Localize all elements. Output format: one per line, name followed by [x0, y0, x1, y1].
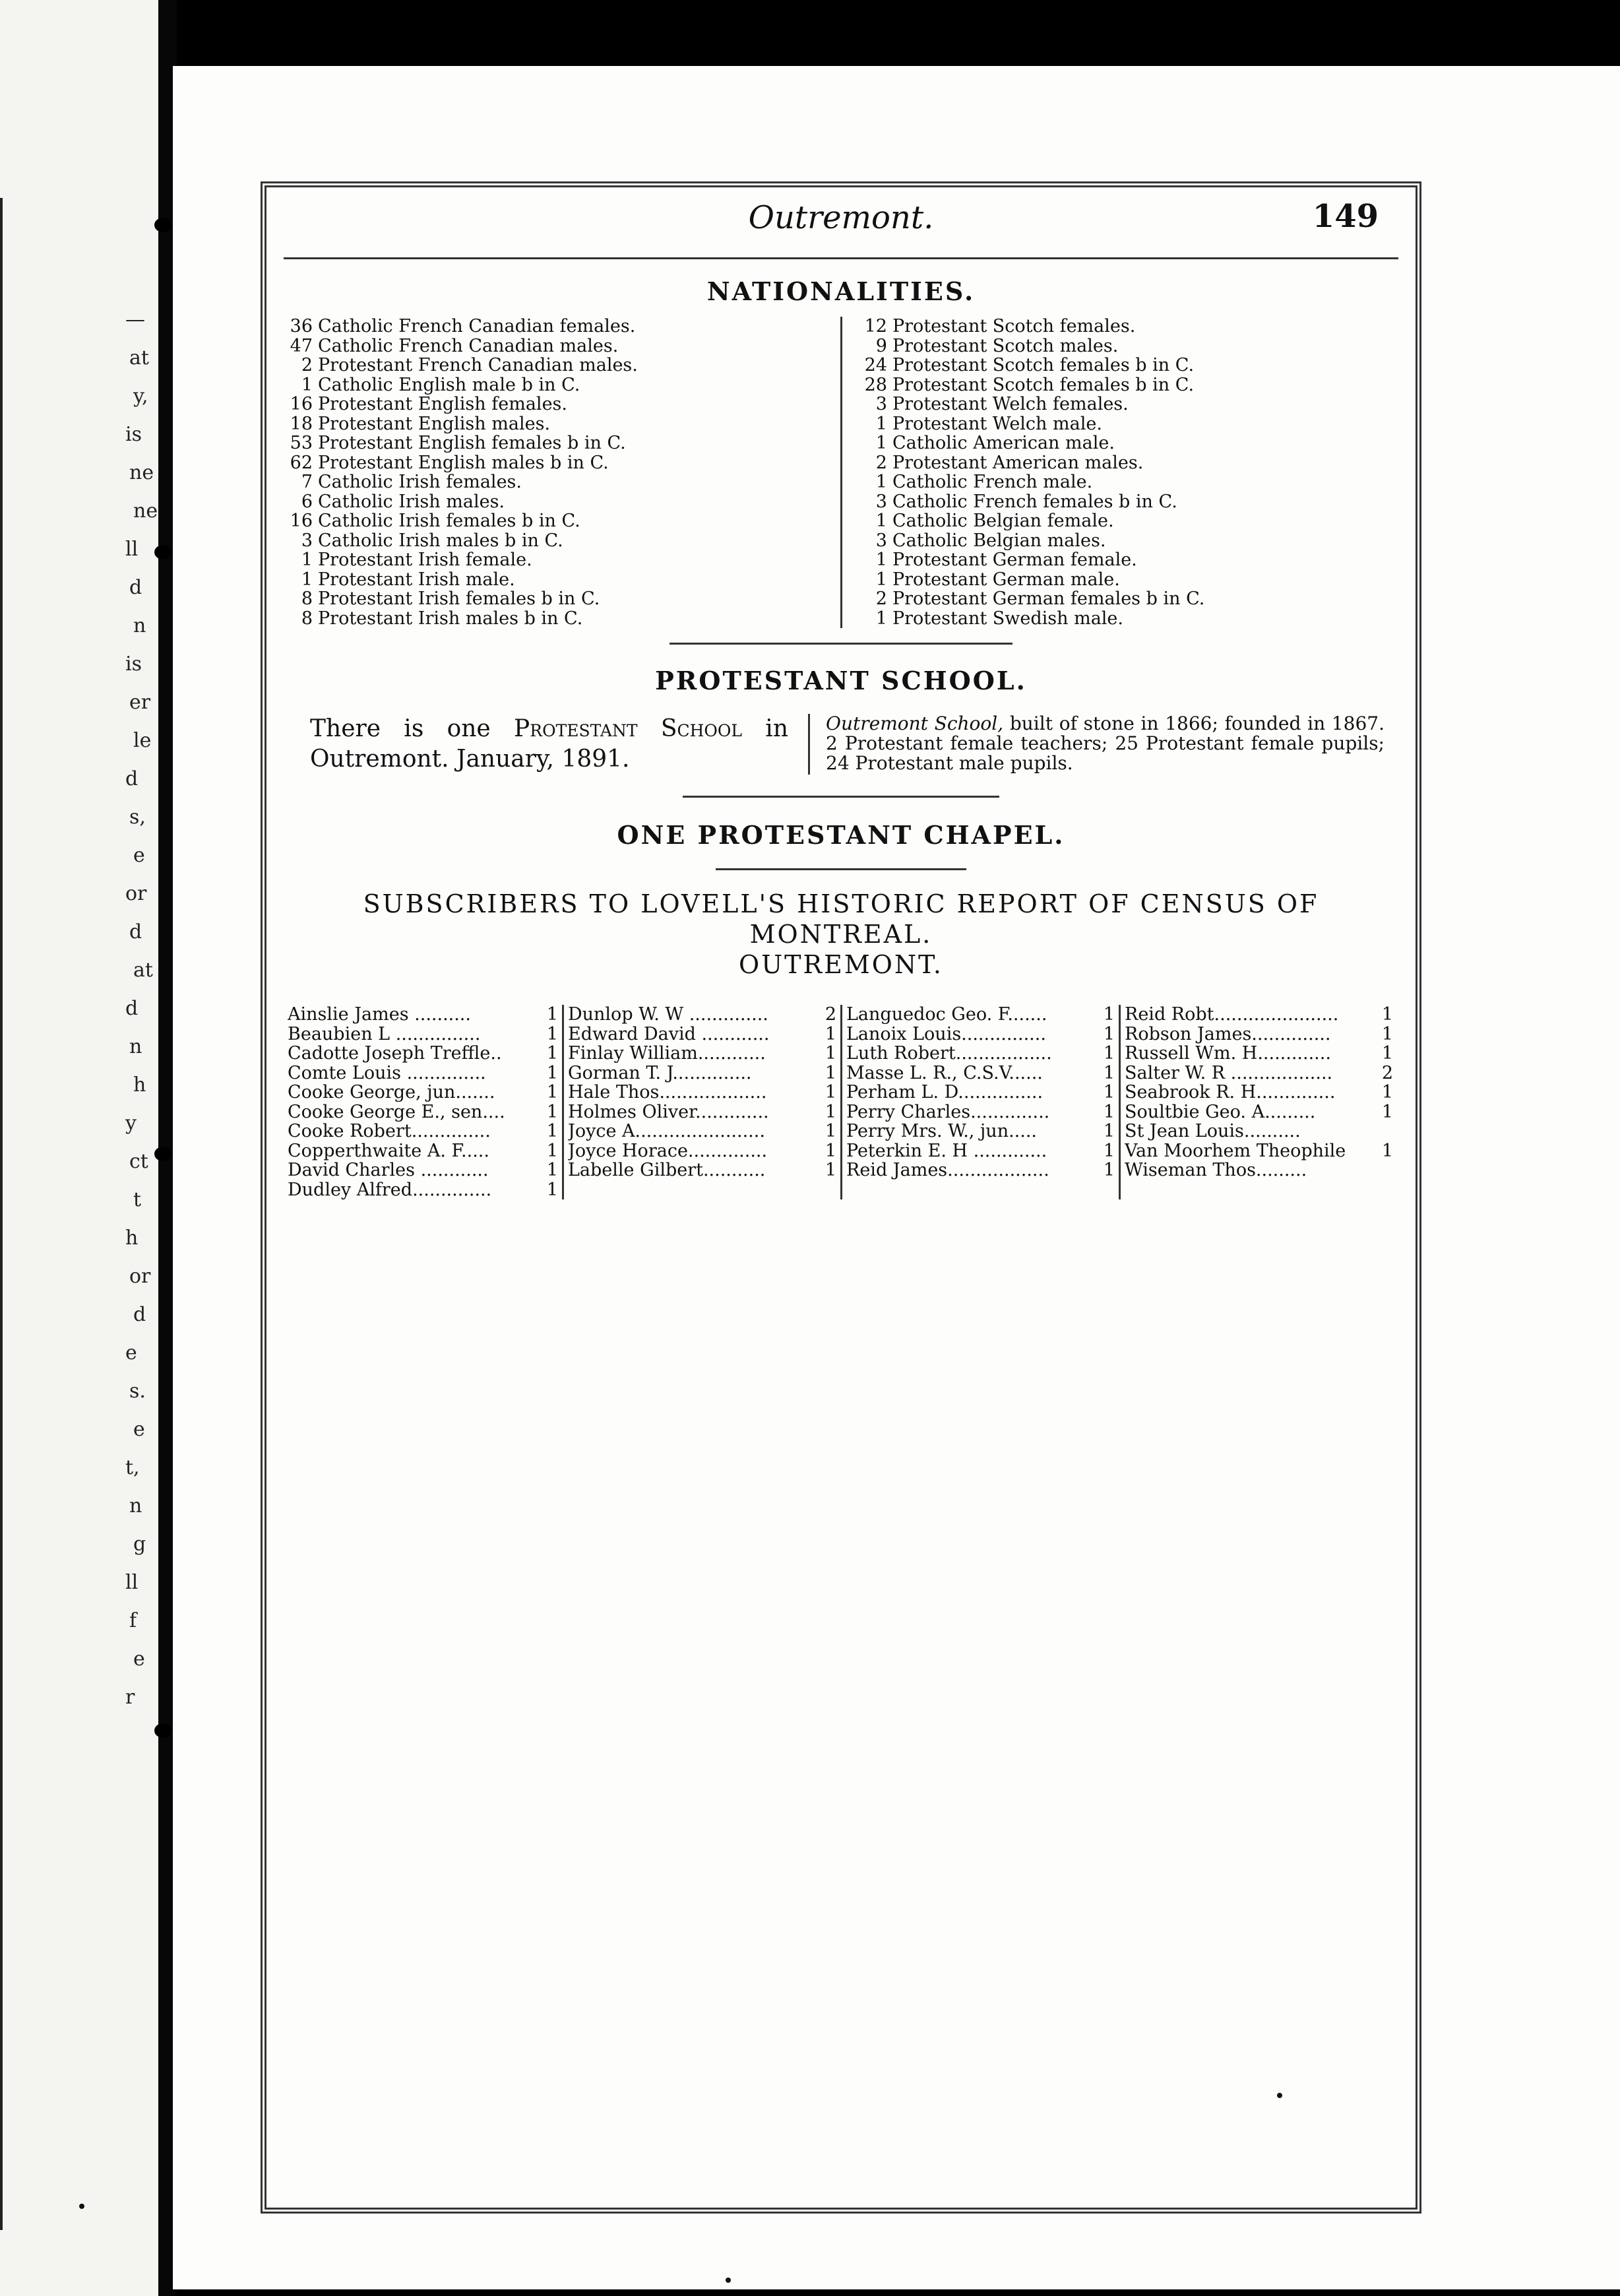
nationality-count: 1: [875, 511, 887, 531]
subscriber-row: [1125, 1083, 1393, 1102]
subscriber-row: [288, 1083, 558, 1102]
subscriber-name: Perry Charles..............: [846, 1102, 1050, 1122]
nationality-count: 3: [875, 530, 887, 551]
subscriber-count: 1: [825, 1023, 836, 1044]
facing-page-text-fragment: t,: [125, 1456, 140, 1479]
school-details-text: built of stone in 1866; founded in 1867. 2 Protestant female teachers; 25 Protestant female pupils; 24 Protestant male pupils.: [826, 713, 1385, 774]
subscriber-name: Perry Mrs. W., jun.....: [846, 1122, 1037, 1141]
nationality-count: 3: [875, 394, 887, 414]
subscriber-count: 1: [546, 1101, 558, 1122]
facing-page-text-fragment: ne: [133, 499, 158, 523]
facing-page-text-fragment: ct: [129, 1150, 148, 1173]
nationality-row: [284, 550, 840, 570]
subscriber-row: [568, 1025, 836, 1044]
print-speck: [1277, 2093, 1282, 2098]
subscriber-row: [568, 1122, 836, 1141]
subscriber-count: 1: [546, 1140, 558, 1161]
subscriber-count: 1: [546, 1062, 558, 1083]
subscriber-count: [1373, 1122, 1393, 1141]
subscriber-row: [568, 1064, 836, 1083]
facing-page-text-fragment: e: [133, 1418, 145, 1441]
subscriber-row: [1125, 1122, 1393, 1141]
binding-stitch: [154, 1147, 171, 1161]
facing-page-text-fragment: is: [125, 653, 142, 676]
school-section: [284, 714, 1398, 775]
subscriber-count: 1: [1103, 1160, 1115, 1180]
subscriber-name: Cadotte Joseph Treffle..: [288, 1044, 502, 1064]
school-summary-smallcaps: Protestant School: [514, 715, 743, 742]
nationality-row: [284, 375, 840, 395]
nationality-count: 36: [290, 316, 313, 336]
nationality-row: [284, 511, 840, 531]
subscriber-count: 1: [1381, 1004, 1393, 1025]
subscriber-name: Robson James..............: [1125, 1024, 1331, 1044]
subscriber-count: 1: [546, 1004, 558, 1025]
nationality-count: 3: [875, 491, 887, 512]
subscriber-count: 1: [1381, 1043, 1393, 1064]
nationality-row: [858, 356, 1398, 375]
subscriber-name: Finlay William............: [568, 1044, 766, 1064]
subscribers-column: [562, 1005, 840, 1199]
subscriber-row: [288, 1044, 558, 1064]
nationality-row: [284, 336, 840, 356]
facing-page-text-fragment: —: [125, 308, 145, 331]
subscriber-row: [846, 1161, 1115, 1180]
nationality-row: [284, 356, 840, 375]
nationality-count: 2: [875, 452, 887, 473]
subscriber-row: [846, 1141, 1115, 1161]
subscriber-row: [846, 1102, 1115, 1122]
facing-page-text-fragment: s.: [129, 1380, 146, 1403]
subscriber-count: 1: [1103, 1023, 1115, 1044]
subscriber-count: 1: [825, 1043, 836, 1064]
nationality-count: 1: [875, 608, 887, 629]
facing-page-text-fragment: g: [133, 1533, 146, 1556]
facing-page-text-fragment: le: [133, 729, 152, 752]
subscriber-name: Russell Wm. H.............: [1125, 1044, 1331, 1064]
nationality-label: Catholic Belgian female.: [892, 511, 1114, 531]
subscribers-column: [284, 1005, 562, 1199]
subscriber-name: Lanoix Louis...............: [846, 1024, 1046, 1044]
facing-page-edge: [0, 198, 9, 2230]
subscriber-name: Perham L. D...............: [846, 1083, 1044, 1102]
nationality-row: [858, 453, 1398, 473]
nationality-row: [858, 317, 1398, 336]
subscriber-count: 1: [1103, 1062, 1115, 1083]
nationality-count: 2: [875, 589, 887, 609]
nationality-label: Catholic American male.: [892, 433, 1115, 453]
facing-page-text-fragment: ll: [125, 538, 139, 561]
subscriber-count: 1: [1381, 1101, 1393, 1122]
subscriber-count: 1: [1381, 1023, 1393, 1044]
facing-page-text-fragment: s,: [129, 806, 146, 829]
nationality-label: Protestant German male.: [892, 569, 1120, 590]
subscriber-row: [846, 1044, 1115, 1064]
subscriber-row: [568, 1102, 836, 1122]
nationality-row: [858, 433, 1398, 453]
section-divider: [683, 796, 999, 798]
nationality-row: [858, 414, 1398, 434]
subscriber-count: 1: [825, 1101, 836, 1122]
subscriber-name: Peterkin E. H .............: [846, 1141, 1047, 1161]
facing-page-text-fragment: e: [133, 1647, 145, 1671]
nationality-label: Protestant German female.: [892, 550, 1137, 570]
nationality-count: 1: [875, 433, 887, 453]
facing-page-text-fragment: f: [129, 1609, 137, 1632]
nationality-label: Catholic French females b in C.: [892, 491, 1177, 512]
nationalities-right-column: [840, 317, 1398, 628]
page-number: 149: [1312, 198, 1379, 235]
nationality-row: [284, 395, 840, 414]
nationality-count: 9: [875, 335, 887, 356]
nationality-label: Protestant Swedish male.: [892, 608, 1123, 629]
subscriber-row: [846, 1122, 1115, 1141]
subscriber-name: Labelle Gilbert...........: [568, 1161, 766, 1180]
facing-page-text-fragment: e: [133, 844, 145, 867]
subscriber-name: Beaubien L ...............: [288, 1024, 481, 1044]
subscriber-count: 2: [825, 1004, 836, 1025]
subscriber-name: Masse L. R., C.S.V......: [846, 1063, 1043, 1083]
nationality-count: 1: [875, 550, 887, 570]
subscribers-column: [840, 1005, 1119, 1199]
subscriber-row: [1125, 1025, 1393, 1044]
nationality-count: 1: [875, 413, 887, 434]
nationality-count: 62: [290, 452, 313, 473]
subscriber-count: 1: [546, 1179, 558, 1200]
facing-page-text-fragment: at: [133, 959, 153, 982]
subscriber-name: Wiseman Thos.........: [1125, 1161, 1307, 1180]
subscriber-count: 1: [1103, 1140, 1115, 1161]
page-content: [284, 191, 1398, 1199]
nationality-label: Protestant French Canadian males.: [318, 355, 638, 375]
nationality-label: Protestant English males.: [318, 413, 551, 434]
subscriber-row: [288, 1064, 558, 1083]
section-divider: [670, 643, 1012, 645]
subscriber-name: Languedoc Geo. F.......: [846, 1005, 1047, 1025]
nationality-label: Protestant Welch male.: [892, 413, 1102, 434]
nationality-label: Protestant Scotch males.: [892, 335, 1119, 356]
subscriber-name: Copperthwaite A. F.....: [288, 1141, 489, 1161]
nationality-count: 2: [301, 355, 313, 375]
nationality-row: [284, 531, 840, 551]
nationality-count: 18: [290, 413, 313, 434]
subscribers-list: [284, 1005, 1398, 1199]
nationality-label: Catholic Irish females.: [318, 472, 522, 492]
subscriber-row: [288, 1005, 558, 1025]
subscriber-count: 1: [1103, 1043, 1115, 1064]
nationality-label: Protestant English females.: [318, 394, 567, 414]
subscriber-row: [288, 1025, 558, 1044]
subscriber-name: Reid James..................: [846, 1161, 1049, 1180]
school-summary-text-end: in Outremont. January, 1891.: [310, 715, 788, 773]
subscriber-row: [846, 1064, 1115, 1083]
subscriber-count: 1: [1103, 1121, 1115, 1141]
nationality-label: Catholic Irish females b in C.: [318, 511, 580, 531]
nationalities-table: [284, 317, 1398, 628]
subscriber-name: Van Moorhem Theophile: [1125, 1141, 1346, 1161]
subscriber-count: 1: [1103, 1101, 1115, 1122]
subscriber-name: Seabrook R. H..............: [1125, 1083, 1336, 1102]
nationality-label: Protestant Scotch females.: [892, 316, 1136, 336]
nationality-row: [858, 472, 1398, 492]
nationality-label: Catholic English male b in C.: [318, 374, 580, 395]
subscriber-name: St Jean Louis..........: [1125, 1122, 1301, 1141]
nationality-count: 1: [301, 374, 313, 395]
school-summary: [284, 714, 808, 775]
subscriber-name: Hale Thos...................: [568, 1083, 767, 1102]
nationality-row: [858, 511, 1398, 531]
subscriber-name: Cooke George, jun.......: [288, 1083, 495, 1102]
nationality-label: Protestant Welch females.: [892, 394, 1129, 414]
school-details: [808, 714, 1388, 775]
facing-page-text-fragment: y,: [133, 385, 148, 408]
chapel-heading: ONE PROTESTANT CHAPEL.: [617, 820, 1065, 850]
nationality-row: [858, 589, 1398, 609]
nationality-label: Protestant Irish male.: [318, 569, 515, 590]
nationality-row: [858, 570, 1398, 590]
subscriber-count: 1: [546, 1043, 558, 1064]
nationality-count: 47: [290, 335, 313, 356]
nationality-count: 1: [301, 569, 313, 590]
nationality-row: [284, 570, 840, 590]
facing-page-text-fragment: n: [129, 1035, 142, 1058]
nationalities-heading: NATIONALITIES.: [706, 276, 976, 306]
nationality-label: Catholic Irish males.: [318, 491, 505, 512]
nationality-row: [858, 395, 1398, 414]
subscriber-row: [846, 1025, 1115, 1044]
nationality-label: Protestant German females b in C.: [892, 589, 1205, 609]
facing-page-text-fragment: or: [129, 1265, 151, 1288]
binding-stitch: [154, 218, 171, 232]
nationality-label: Protestant American males.: [892, 452, 1144, 473]
facing-page-text-fragment: t: [133, 1188, 142, 1211]
print-speck: [726, 2278, 731, 2283]
subscriber-count: 1: [1103, 1082, 1115, 1102]
facing-page-text-fragment: d: [133, 1303, 146, 1326]
nationality-row: [858, 550, 1398, 570]
subscriber-name: Luth Robert.................: [846, 1044, 1052, 1064]
subscribers-heading-line2: OUTREMONT.: [738, 950, 944, 979]
subscriber-count: 2: [1381, 1062, 1393, 1083]
nationality-label: Catholic French male.: [892, 472, 1093, 492]
facing-page-text-fragment: n: [129, 1494, 142, 1517]
nationalities-left-column: [284, 317, 840, 628]
subscriber-name: Holmes Oliver.............: [568, 1102, 769, 1122]
subscriber-count: 1: [546, 1121, 558, 1141]
nationality-row: [284, 453, 840, 473]
nationality-count: 16: [290, 511, 313, 531]
subscriber-name: Gorman T. J..............: [568, 1063, 752, 1083]
subscriber-row: [568, 1161, 836, 1180]
school-summary-text: There is one: [310, 715, 514, 742]
facing-page-text-fragment: or: [125, 882, 147, 905]
nationality-count: 53: [290, 433, 313, 453]
subscriber-count: 1: [546, 1082, 558, 1102]
subscriber-row: [568, 1044, 836, 1064]
subscriber-row: [288, 1180, 558, 1200]
subscriber-row: [568, 1005, 836, 1025]
subscriber-count: 1: [1381, 1140, 1393, 1161]
subscriber-row: [1125, 1064, 1393, 1083]
subscriber-name: Joyce A.......................: [568, 1122, 765, 1141]
subscriber-row: [288, 1122, 558, 1141]
nationality-count: 16: [290, 394, 313, 414]
nationality-label: Protestant Irish females b in C.: [318, 589, 600, 609]
facing-page-text-fragment: ll: [125, 1571, 139, 1594]
subscriber-count: [1373, 1161, 1393, 1180]
nationality-count: 1: [875, 472, 887, 492]
nationality-label: Catholic French Canadian males.: [318, 335, 619, 356]
subscriber-count: 1: [546, 1160, 558, 1180]
subscriber-name: Comte Louis ..............: [288, 1063, 486, 1083]
subscriber-row: [846, 1083, 1115, 1102]
nationality-row: [858, 336, 1398, 356]
binding-stitch: [154, 1723, 171, 1738]
subscriber-name: Soultbie Geo. A.........: [1125, 1102, 1316, 1122]
subscriber-name: David Charles ............: [288, 1161, 489, 1180]
facing-page-text-fragment: ne: [129, 461, 154, 484]
subscriber-name: Salter W. R ..................: [1125, 1063, 1333, 1083]
subscriber-count: 1: [825, 1082, 836, 1102]
subscribers-column: [1119, 1005, 1397, 1199]
subscriber-row: [288, 1161, 558, 1180]
nationality-row: [284, 472, 840, 492]
facing-page-text-fragment: d: [129, 920, 142, 943]
facing-page-text-fragment: is: [125, 423, 142, 446]
subscriber-name: Edward David ............: [568, 1024, 770, 1044]
subscribers-heading-line1: SUBSCRIBERS TO LOVELL'S HISTORIC REPORT OF CENSUS OF MONTREAL.: [363, 889, 1319, 949]
subscriber-name: Cooke Robert..............: [288, 1122, 491, 1141]
subscriber-name: Dudley Alfred..............: [288, 1180, 492, 1199]
binding-stitch: [154, 545, 171, 559]
subscriber-row: [1125, 1102, 1393, 1122]
nationality-label: Protestant Irish males b in C.: [318, 608, 583, 629]
nationality-count: 1: [301, 550, 313, 570]
nationality-count: 1: [875, 569, 887, 590]
nationality-row: [284, 589, 840, 609]
nationality-row: [284, 492, 840, 512]
nationality-label: Catholic French Canadian females.: [318, 316, 636, 336]
subscriber-row: [568, 1141, 836, 1161]
subscriber-row: [1125, 1005, 1393, 1025]
nationality-label: Protestant English males b in C.: [318, 452, 609, 473]
nationality-count: 3: [301, 530, 313, 551]
nationality-row: [858, 492, 1398, 512]
school-name: Outremont School,: [826, 713, 1004, 734]
subscriber-name: Dunlop W. W ..............: [568, 1005, 768, 1025]
running-head-title: Outremont.: [748, 199, 934, 236]
subscriber-count: 1: [825, 1160, 836, 1180]
facing-page-fragment: [0, 0, 158, 2296]
nationality-row: [858, 531, 1398, 551]
facing-page-text-fragment: h: [125, 1227, 139, 1250]
subscribers-heading: [284, 889, 1398, 980]
subscriber-count: 1: [546, 1023, 558, 1044]
subscriber-count: 1: [825, 1121, 836, 1141]
nationality-count: 24: [864, 355, 887, 375]
nationality-count: 8: [301, 589, 313, 609]
nationality-label: Protestant English females b in C.: [318, 433, 626, 453]
nationality-label: Catholic Irish males b in C.: [318, 530, 563, 551]
facing-page-text-fragment: n: [133, 614, 146, 637]
nationality-label: Protestant Scotch females b in C.: [892, 374, 1195, 395]
nationality-count: 8: [301, 608, 313, 629]
subscriber-name: Cooke George E., sen....: [288, 1102, 505, 1122]
nationality-count: 12: [864, 316, 887, 336]
nationality-row: [284, 433, 840, 453]
subscriber-row: [1125, 1141, 1393, 1161]
nationality-label: Protestant Scotch females b in C.: [892, 355, 1195, 375]
facing-page-text-fragment: d: [129, 576, 142, 599]
print-speck: [79, 2204, 84, 2209]
facing-page-text-fragment: at: [129, 346, 149, 369]
subscriber-count: 1: [1103, 1004, 1115, 1025]
facing-page-text-fragment: d: [125, 767, 139, 790]
facing-page-text-fragment: er: [129, 691, 151, 714]
subscriber-row: [288, 1141, 558, 1161]
subscriber-count: 1: [1381, 1082, 1393, 1102]
nationality-row: [284, 317, 840, 336]
facing-page-text-fragment: e: [125, 1341, 137, 1364]
subscriber-name: Reid Robt......................: [1125, 1005, 1339, 1025]
subscriber-row: [288, 1102, 558, 1122]
running-head: [284, 191, 1398, 259]
school-heading: PROTESTANT SCHOOL.: [655, 666, 1027, 695]
facing-page-text-fragment: r: [125, 1686, 135, 1709]
subscriber-count: 1: [825, 1140, 836, 1161]
nationality-row: [284, 414, 840, 434]
subscriber-row: [846, 1005, 1115, 1025]
facing-page-text-fragment: h: [133, 1073, 146, 1097]
nationality-row: [858, 609, 1398, 629]
facing-page-text-fragment: y: [125, 1112, 137, 1135]
nationality-label: Catholic Belgian males.: [892, 530, 1106, 551]
subscriber-row: [1125, 1161, 1393, 1180]
subscriber-name: Ainslie James ..........: [288, 1005, 471, 1025]
section-divider: [716, 868, 966, 870]
nationality-label: Protestant Irish female.: [318, 550, 532, 570]
subscriber-row: [568, 1083, 836, 1102]
subscriber-count: 1: [825, 1062, 836, 1083]
nationality-row: [858, 375, 1398, 395]
nationality-count: 28: [864, 374, 887, 395]
nationality-count: 6: [301, 491, 313, 512]
nationality-row: [284, 609, 840, 629]
nationality-count: 7: [301, 472, 313, 492]
facing-page-text-fragment: d: [125, 997, 139, 1020]
subscriber-row: [1125, 1044, 1393, 1064]
subscriber-name: Joyce Horace..............: [568, 1141, 768, 1161]
